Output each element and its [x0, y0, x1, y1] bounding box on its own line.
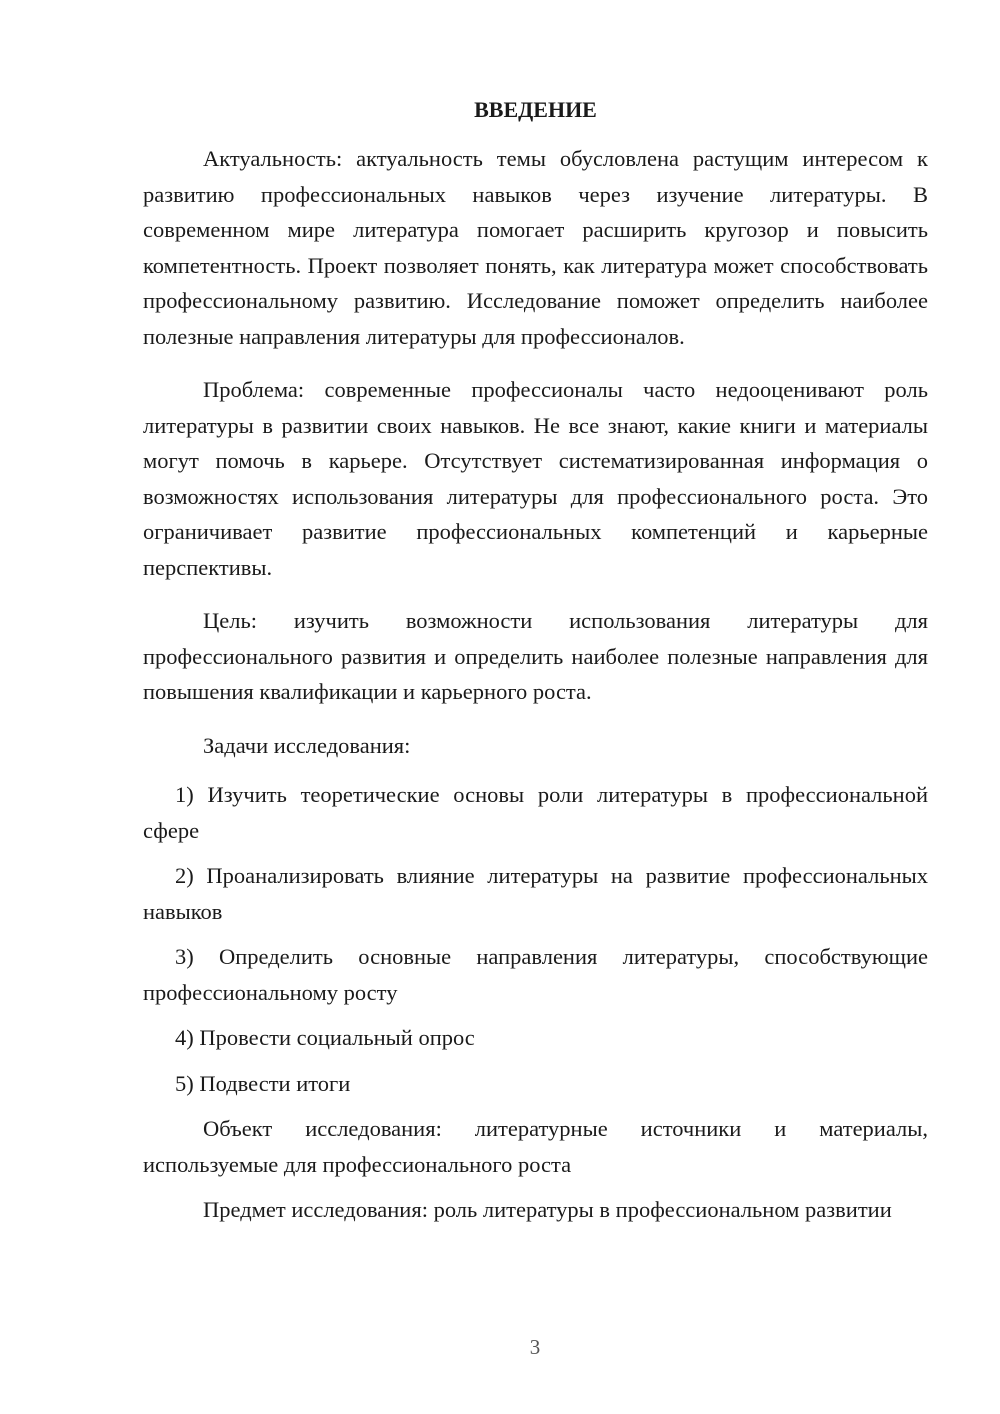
- tasks-heading: Задачи исследования:: [203, 732, 411, 758]
- task-item-4: 4) Провести социальный опрос: [175, 1025, 475, 1050]
- document-page: [143, 95, 928, 1228]
- problem-paragraph: Проблема: современные профессионалы часто недооценивают роль литературы в развитии своих навыков. Не все знают, какие книги и материалы могут помочь в карьере. Отсутствует систематизированная информация о возможностях использования литературы для профессионального роста. Это ограничивает развитие профессиональных компетенций и карьерные перспективы.: [143, 377, 928, 580]
- page-number: 3: [529, 1335, 541, 1359]
- task-item-1: 1) Изучить теоретические основы роли литературы в профессиональной сфере: [143, 782, 928, 843]
- goal-paragraph: Цель: изучить возможности использования литературы для профессионального развития и определить наиболее полезные направления для повышения квалификации и карьерного роста.: [143, 608, 928, 704]
- task-item-5: 5) Подвести итоги: [175, 1070, 351, 1096]
- object-paragraph: Объект исследования: литературные источники и материалы, используемые для профессионального роста: [143, 1116, 928, 1177]
- page-title: ВВЕДЕНИЕ: [474, 97, 597, 122]
- relevance-paragraph: Актуальность: актуальность темы обусловлена растущим интересом к развитию профессиональных навыков через изучение литературы. В современном мире литература помогает расширить кругозор и повысить компетентность. Проект позволяет понять, как литература может способствовать профессиональному развитию. Исследование поможет определить наиболее полезные направления литературы для профессионалов.: [143, 146, 928, 349]
- subject-paragraph: Предмет исследования: роль литературы в профессиональном развитии: [203, 1197, 892, 1222]
- task-item-2: 2) Проанализировать влияние литературы на развитие профессиональных навыков: [143, 863, 928, 924]
- task-item-3: 3) Определить основные направления литературы, способствующие профессиональному росту: [143, 944, 928, 1005]
